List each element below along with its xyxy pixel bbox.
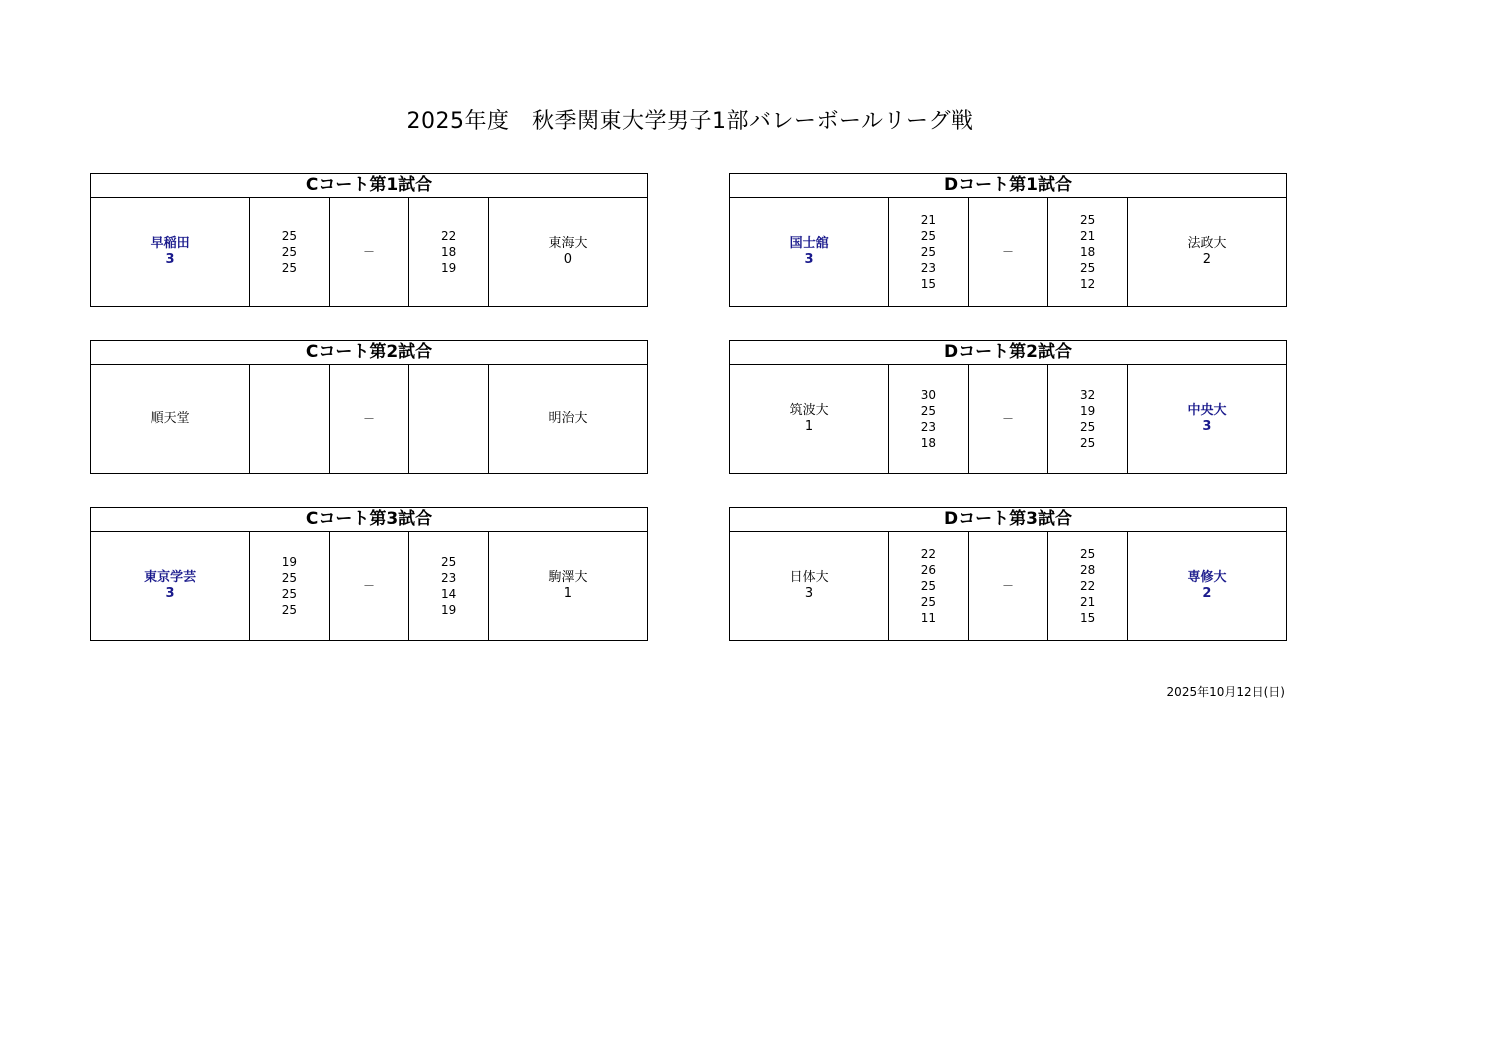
- home-team-cell: [730, 198, 889, 306]
- away-team-cell: [1128, 365, 1286, 473]
- set-score: 25: [440, 555, 457, 569]
- away-scores-cell: [409, 198, 489, 306]
- set-score: 21: [1079, 595, 1096, 609]
- match-body: [91, 198, 647, 306]
- home-scores-cell: [250, 532, 330, 640]
- team-name: 日体大: [789, 570, 829, 585]
- home-team-cell: [91, 532, 250, 640]
- set-score: 25: [920, 595, 937, 609]
- team-name: 国士舘: [789, 236, 829, 251]
- away-team-cell: [489, 365, 647, 473]
- set-score: 30: [920, 388, 937, 402]
- match-title: Cコート第1試合: [91, 174, 647, 198]
- set-score: 12: [1079, 277, 1096, 291]
- dash-mark: －: [1002, 245, 1015, 259]
- team-name: 順天堂: [150, 411, 190, 426]
- match-box: [729, 173, 1287, 307]
- set-score: 19: [1079, 404, 1096, 418]
- away-scores-cell: [1048, 365, 1128, 473]
- set-score: 25: [920, 404, 937, 418]
- team-name: 明治大: [548, 411, 588, 426]
- set-score: 25: [281, 229, 298, 243]
- away-team-cell: [489, 532, 647, 640]
- set-score: 25: [1079, 213, 1096, 227]
- team-name: 東京学芸: [144, 570, 197, 585]
- home-scores-cell: [889, 198, 969, 306]
- match-box: [729, 340, 1287, 474]
- set-score: 11: [920, 611, 937, 625]
- match-box: [729, 507, 1287, 641]
- set-score: 21: [920, 213, 937, 227]
- home-scores-cell: [889, 532, 969, 640]
- set-score: 14: [440, 587, 457, 601]
- home-team-cell: [730, 532, 889, 640]
- team-name: 早稲田: [150, 236, 190, 251]
- set-score: 25: [281, 571, 298, 585]
- dash-mark: －: [363, 412, 376, 426]
- team-name: 中央大: [1187, 403, 1227, 418]
- set-score: 26: [920, 563, 937, 577]
- set-score: 25: [281, 261, 298, 275]
- team-name: 駒澤大: [548, 570, 588, 585]
- dash-cell: [330, 532, 410, 640]
- set-score: 18: [440, 245, 457, 259]
- date-stamp: 2025年10月12日(日): [1166, 685, 1285, 699]
- away-scores-cell: [409, 532, 489, 640]
- set-score: 22: [920, 547, 937, 561]
- home-scores-cell: [250, 365, 330, 473]
- set-score: 18: [1079, 245, 1096, 259]
- set-score: 22: [440, 229, 457, 243]
- team-name: 法政大: [1187, 236, 1227, 251]
- dash-mark: －: [1002, 579, 1015, 593]
- match-body: [91, 532, 647, 640]
- set-score: 23: [920, 261, 937, 275]
- set-score: 22: [1079, 579, 1096, 593]
- team-name: 東海大: [548, 236, 588, 251]
- away-team-cell: [1128, 532, 1286, 640]
- team-name: 専修大: [1187, 570, 1227, 585]
- set-score: 25: [1079, 261, 1096, 275]
- set-score: 32: [1079, 388, 1096, 402]
- set-score: 25: [920, 579, 937, 593]
- dash-mark: －: [363, 579, 376, 593]
- sets-won: 2: [1202, 252, 1212, 267]
- away-scores-cell: [409, 365, 489, 473]
- match-body: [730, 532, 1286, 640]
- sets-won: 3: [165, 586, 175, 601]
- set-score: 25: [1079, 436, 1096, 450]
- match-box: [90, 173, 648, 307]
- team-name: 筑波大: [789, 403, 829, 418]
- set-score: 25: [281, 603, 298, 617]
- match-body: [91, 365, 647, 473]
- sets-won: 3: [804, 586, 814, 601]
- dash-cell: [969, 365, 1049, 473]
- set-score: 18: [920, 436, 937, 450]
- sets-won: 2: [1202, 586, 1212, 601]
- home-team-cell: [730, 365, 889, 473]
- match-title: Dコート第1試合: [730, 174, 1286, 198]
- set-score: 25: [920, 245, 937, 259]
- set-score: 19: [440, 603, 457, 617]
- dash-mark: －: [1002, 412, 1015, 426]
- away-scores-cell: [1048, 198, 1128, 306]
- home-team-cell: [91, 198, 250, 306]
- match-title: Dコート第2試合: [730, 341, 1286, 365]
- home-scores-cell: [889, 365, 969, 473]
- sets-won: 3: [165, 252, 175, 267]
- match-title: Cコート第2試合: [91, 341, 647, 365]
- match-box: [90, 507, 648, 641]
- dash-cell: [330, 365, 410, 473]
- dash-cell: [969, 532, 1049, 640]
- set-score: 19: [440, 261, 457, 275]
- set-score: 25: [1079, 547, 1096, 561]
- set-score: 21: [1079, 229, 1096, 243]
- away-team-cell: [1128, 198, 1286, 306]
- away-scores-cell: [1048, 532, 1128, 640]
- set-score: 25: [281, 587, 298, 601]
- set-score: 25: [1079, 420, 1096, 434]
- set-score: 25: [920, 229, 937, 243]
- sets-won: 3: [1202, 419, 1212, 434]
- set-score: 28: [1079, 563, 1096, 577]
- sets-won: 3: [804, 252, 814, 267]
- away-team-cell: [489, 198, 647, 306]
- sets-won: 0: [563, 252, 573, 267]
- set-score: 15: [920, 277, 937, 291]
- dash-mark: －: [363, 245, 376, 259]
- set-score: 23: [920, 420, 937, 434]
- dash-cell: [969, 198, 1049, 306]
- match-title: Dコート第3試合: [730, 508, 1286, 532]
- set-score: 25: [281, 245, 298, 259]
- sets-won: 1: [804, 419, 814, 434]
- set-score: 15: [1079, 611, 1096, 625]
- match-body: [730, 198, 1286, 306]
- page-title: 2025年度 秋季関東大学男子1部バレーボールリーグ戦: [406, 109, 974, 134]
- set-score: 23: [440, 571, 457, 585]
- match-box: [90, 340, 648, 474]
- match-title: Cコート第3試合: [91, 508, 647, 532]
- home-team-cell: [91, 365, 250, 473]
- set-score: 19: [281, 555, 298, 569]
- dash-cell: [330, 198, 410, 306]
- match-body: [730, 365, 1286, 473]
- home-scores-cell: [250, 198, 330, 306]
- sets-won: 1: [563, 586, 573, 601]
